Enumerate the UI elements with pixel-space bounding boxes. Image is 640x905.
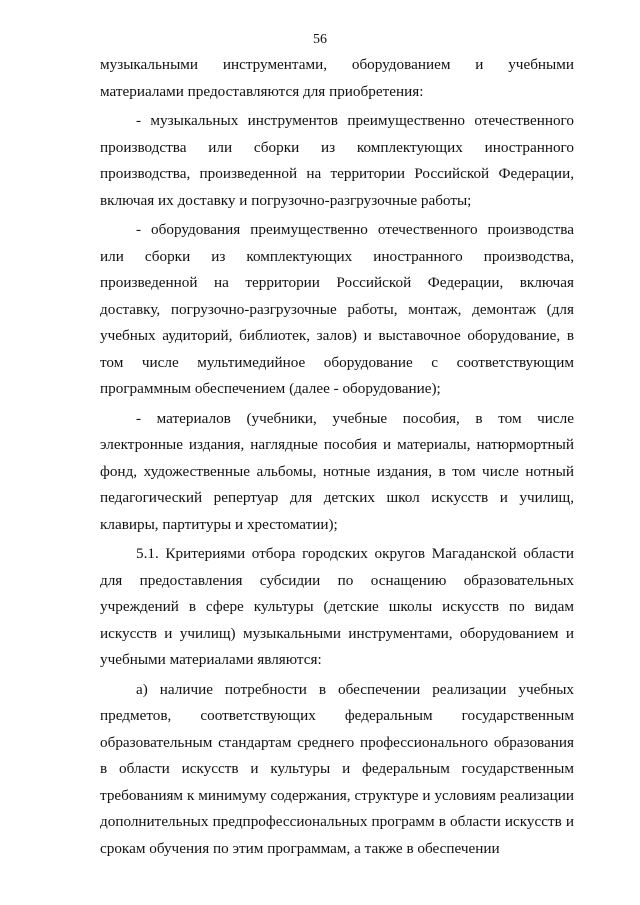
paragraph-continuation: музыкальными инструментами, оборудованием и учебными материалами предоставляются для приобретения: <box>100 56 574 100</box>
paragraph-subclause-a: а) наличие потребности в обеспечении реализации учебных предметов, соответствующих федеральным государственным образовательным стандартам среднего профессионального образования в области искусств и культуры и федеральным государственным требованиям к минимуму содержания, структуре и условиям реализации дополнительных предпрофессиональных программ в области искусств и срокам обучения по этим программам, а также в обеспечении <box>100 680 574 857</box>
page-number: 56 <box>313 32 327 47</box>
paragraph-clause-5-1: 5.1. Критериями отбора городских округов Магаданской области для предоставления субсидии по оснащению образовательных учреждений в сфере культуры (детские школы искусств по видам искусств и училищ) музыкальными инструментами, оборудованием и учебными материалами являются: <box>100 545 574 668</box>
paragraph-item-equipment: - оборудования преимущественно отечественного производства или сборки из комплектующих иностранного производства, произведенной на территории Российской Федерации, включая доставку, погрузочно-разгрузочные работы, монтаж, демонтаж (для учебных аудиторий, библиотек, залов) и выставочное оборудование, в том числе мультимедийное оборудование с соответствующим программным обеспечением (далее - оборудование); <box>100 221 574 397</box>
paragraph-item-materials: - материалов (учебники, учебные пособия, в том числе электронные издания, наглядные пособия и материалы, натюрмортный фонд, художественные альбомы, нотные издания, в том числе нотный педагогический репертуар для детских школ искусств и училищ, клавиры, партитуры и хрестоматии); <box>100 409 574 533</box>
paragraph-item-musical-instruments: - музыкальных инструментов преимущественно отечественного производства или сборки из комплектующих иностранного производства, произведенной на территории Российской Федерации, включая их доставку и погрузочно-разгрузочные работы; <box>100 112 574 209</box>
body-text <box>100 52 574 865</box>
